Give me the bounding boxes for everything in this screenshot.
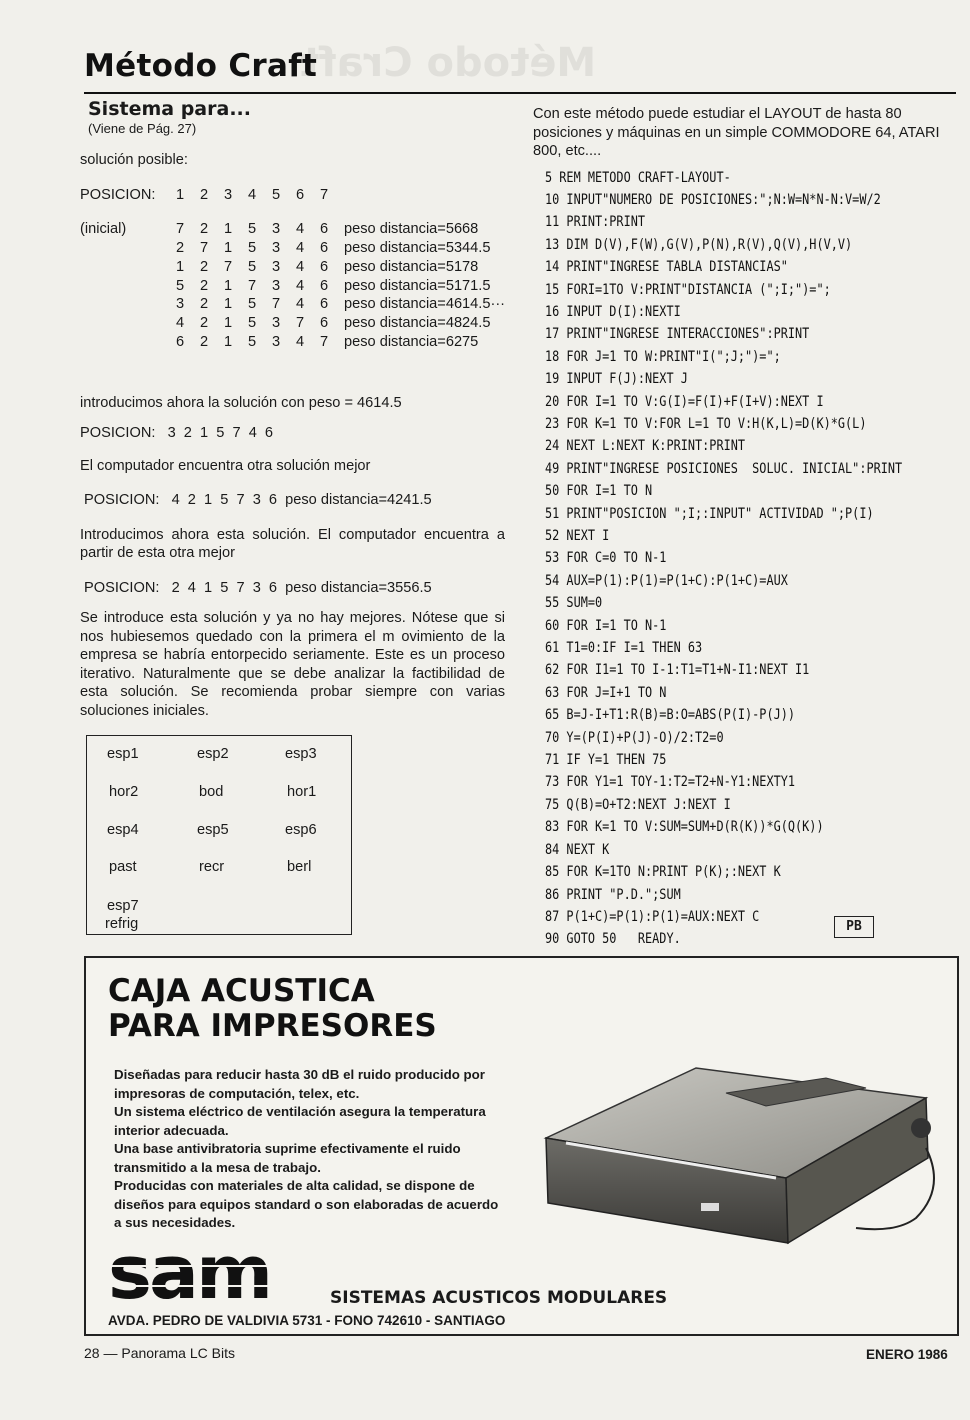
cell: 5 bbox=[248, 221, 257, 238]
cell: 6 bbox=[320, 296, 329, 313]
cell: 1 bbox=[224, 296, 233, 313]
row-label bbox=[80, 295, 176, 314]
code-line: 51 PRINT"POSICION ";I;:INPUT" ACTIVIDAD ";P(I) bbox=[545, 505, 874, 522]
cell: 6 bbox=[320, 240, 329, 257]
permutation-row bbox=[80, 314, 505, 333]
basic-listing bbox=[545, 167, 903, 951]
code-line: 73 FOR Y1=1 TOY-1:T2=T2+N-Y1:NEXTY1 bbox=[545, 774, 796, 791]
cell: 1 bbox=[224, 334, 233, 351]
code-line: 14 PRINT"INGRESE TABLA DISTANCIAS" bbox=[545, 259, 788, 276]
code-line: 11 PRINT:PRINT bbox=[545, 214, 646, 231]
permutation-row bbox=[80, 295, 505, 314]
program-intro: Con este método puede estudiar el LAYOUT de hasta 80 posiciones y máquinas en un simple COMMODORE 64, ATARI 800, etc.... bbox=[533, 106, 940, 159]
logo-stripes bbox=[108, 1246, 318, 1310]
cell: 6 bbox=[320, 258, 329, 275]
code-line: 90 GOTO 50 READY. bbox=[545, 931, 681, 948]
cell: 7 bbox=[272, 296, 281, 313]
code-line: 85 FOR K=1TO N:PRINT P(K);:NEXT K bbox=[545, 864, 781, 881]
ad-headline-line: PARA IMPRESORES bbox=[108, 1008, 437, 1044]
cell: 4 bbox=[296, 277, 305, 294]
cell: 3 bbox=[272, 240, 281, 257]
page-title: Método Craft bbox=[84, 48, 318, 84]
cell: 2 bbox=[200, 296, 209, 313]
code-line: 86 PRINT "P.D.";SUM bbox=[545, 886, 681, 903]
ad-bullet: Una base antivibratoria suprime efectivamente el ruido transmitido a la mesa de trabajo. bbox=[114, 1141, 461, 1175]
cell: 3 bbox=[176, 296, 185, 313]
cell: 5 bbox=[248, 240, 257, 257]
weight-text: peso distancia=5171.5 bbox=[344, 277, 491, 294]
cell: 1 bbox=[176, 258, 185, 275]
code-line: 84 NEXT K bbox=[545, 841, 610, 858]
cell: 1 bbox=[224, 240, 233, 257]
cell: 2 bbox=[200, 334, 209, 351]
layout-cell: past bbox=[109, 859, 137, 875]
code-line: 20 FOR I=1 TO V:G(I)=F(I)+F(I+V):NEXT I bbox=[545, 393, 824, 410]
cell: 4 bbox=[248, 186, 257, 203]
cell: 1 bbox=[224, 315, 233, 332]
page-footer-right: ENERO 1986 bbox=[866, 1347, 948, 1362]
weight-text: peso distancia=4824.5 bbox=[344, 315, 491, 332]
row-label bbox=[80, 314, 176, 333]
cell: 7 bbox=[224, 258, 233, 275]
code-line: 55 SUM=0 bbox=[545, 595, 603, 612]
code-line: 70 Y=(P(I)+P(J)-O)/2:T2=0 bbox=[545, 729, 724, 746]
layout-cell: esp3 bbox=[285, 746, 317, 762]
code-line: 62 FOR I1=1 TO I-1:T1=T1+N-I1:NEXT I1 bbox=[545, 662, 810, 679]
layout-cell: bod bbox=[199, 784, 224, 800]
section-subtitle: Sistema para... bbox=[88, 98, 251, 120]
permutation-row bbox=[80, 277, 505, 296]
cell: 3 bbox=[272, 277, 281, 294]
cell: 5 bbox=[248, 334, 257, 351]
ad-bullet: Producidas con materiales de alta calidad, se dispone de diseños para equipos standard o son elaboradas de acuerdo a sus necesidades. bbox=[114, 1178, 499, 1230]
cell: 5 bbox=[272, 186, 281, 203]
paragraph: Se introduce esta solución y ya no hay mejores. Nótese que si nos hubiesemos quedado con la primera el m ovimiento de la empresa se habría entorpecido seriamente. Este es un proceso iterativo. Naturalmente que se debe analizar la factibilidad de esta solución. Se recomienda probar siempre con varias soluciones iniciales. bbox=[80, 610, 505, 719]
logo-text: sam bbox=[108, 1230, 271, 1316]
permutation-row bbox=[80, 239, 505, 258]
advertisement bbox=[84, 956, 959, 1336]
code-line: 75 Q(B)=O+T2:NEXT J:NEXT I bbox=[545, 796, 731, 813]
cell: 7 bbox=[296, 315, 305, 332]
code-line: 60 FOR I=1 TO N-1 bbox=[545, 617, 667, 634]
title-rule bbox=[84, 92, 956, 94]
layout-diagram bbox=[86, 735, 352, 935]
permutation-row bbox=[80, 333, 505, 352]
cell: 2 bbox=[176, 240, 185, 257]
cell: 4 bbox=[296, 296, 305, 313]
code-line: 65 B=J-I+T1:R(B)=B:O=ABS(P(I)-P(J)) bbox=[545, 707, 796, 724]
row-label: POSICION: bbox=[80, 186, 156, 203]
permutation-row bbox=[80, 258, 505, 277]
pb-badge: PB bbox=[834, 916, 874, 938]
cell: 5 bbox=[176, 277, 185, 294]
code-line: 71 IF Y=1 THEN 75 bbox=[545, 752, 667, 769]
layout-cell: berl bbox=[287, 859, 312, 875]
layout-cell: esp5 bbox=[197, 822, 229, 838]
cell: 6 bbox=[320, 221, 329, 238]
weight-text: peso distancia=5344.5 bbox=[344, 240, 491, 257]
ad-bullet: Un sistema eléctrico de ventilación asegura la temperatura interior adecuada. bbox=[114, 1104, 486, 1138]
cell: 4 bbox=[296, 334, 305, 351]
cell: 7 bbox=[176, 221, 185, 238]
row-label bbox=[80, 258, 176, 277]
code-line: 19 INPUT F(J):NEXT J bbox=[545, 371, 688, 388]
cell: 5 bbox=[248, 296, 257, 313]
cell: 6 bbox=[320, 315, 329, 332]
code-line: 52 NEXT I bbox=[545, 528, 610, 544]
code-line: 54 AUX=P(1):P(1)=P(1+C):P(1+C)=AUX bbox=[545, 572, 788, 589]
cell: 2 bbox=[200, 315, 209, 332]
cell: 4 bbox=[176, 315, 185, 332]
cell: 7 bbox=[320, 186, 329, 203]
layout-cell: recr bbox=[199, 859, 225, 875]
code-line: 10 INPUT"NUMERO DE POSICIONES:";N:W=N*N-N:V=W/2 bbox=[545, 191, 881, 208]
code-line: 13 DIM D(V),F(W),G(V),P(N),R(V),Q(V),H(V,V) bbox=[545, 236, 853, 253]
row-label bbox=[80, 333, 176, 352]
code-line: 15 FORI=1TO V:PRINT"DISTANCIA (";I;")="; bbox=[545, 281, 831, 298]
code-line: 83 FOR K=1 TO V:SUM=SUM+D(R(K))*G(Q(K)) bbox=[545, 819, 824, 836]
cell: 1 bbox=[176, 186, 185, 203]
ad-copy bbox=[114, 1066, 504, 1233]
cell: 6 bbox=[176, 334, 185, 351]
layout-cell: esp7 bbox=[107, 898, 139, 914]
cell: 1 bbox=[224, 277, 233, 294]
paragraph: POSICION: 3 2 1 5 7 4 6 bbox=[80, 425, 274, 442]
permutation-list bbox=[80, 220, 505, 352]
code-line: 16 INPUT D(I):NEXTI bbox=[545, 303, 681, 320]
cell: 3 bbox=[224, 186, 233, 203]
cell: 4 bbox=[296, 258, 305, 275]
cell: 2 bbox=[200, 186, 209, 203]
left-column bbox=[80, 98, 505, 720]
layout-cell: hor1 bbox=[287, 784, 317, 800]
cell: 5 bbox=[248, 315, 257, 332]
cell: 1 bbox=[224, 221, 233, 238]
layout-cell: refrig bbox=[105, 916, 139, 932]
code-line: 87 P(1+C)=P(1):P(1)=AUX:NEXT C bbox=[545, 908, 760, 925]
weight-text: peso distancia=6275 bbox=[344, 334, 479, 351]
row-label bbox=[80, 277, 176, 296]
paragraph: solución posible: bbox=[80, 152, 188, 168]
layout-cell: esp4 bbox=[107, 822, 139, 838]
cell: 4 bbox=[296, 221, 305, 238]
ad-headline bbox=[108, 974, 437, 1044]
cell: 6 bbox=[320, 277, 329, 294]
code-line: 53 FOR C=0 TO N-1 bbox=[545, 550, 667, 567]
row-label bbox=[80, 239, 176, 258]
ad-headline-line: CAJA ACUSTICA bbox=[108, 973, 375, 1009]
cell: 7 bbox=[200, 240, 209, 257]
paragraph: Introducimos ahora esta solución. El computador encuentra a partir de esta otra mejor bbox=[80, 526, 505, 562]
cell: 3 bbox=[272, 258, 281, 275]
posicion-row bbox=[80, 186, 505, 205]
code-line: 24 NEXT L:NEXT K:PRINT:PRINT bbox=[545, 438, 746, 455]
bleed-through-text: Método Craft bbox=[300, 40, 597, 86]
code-line: 50 FOR I=1 TO N bbox=[545, 483, 653, 500]
weight-text: peso distancia=5178 bbox=[344, 258, 479, 275]
cell: 2 bbox=[200, 221, 209, 238]
cell: 2 bbox=[200, 277, 209, 294]
cell: 7 bbox=[248, 277, 257, 294]
layout-cell: esp6 bbox=[285, 822, 317, 838]
cell: 3 bbox=[272, 334, 281, 351]
code-line: 18 FOR J=1 TO W:PRINT"I(";J;")="; bbox=[545, 348, 781, 365]
paragraph: El computador encuentra otra solución mejor bbox=[80, 457, 371, 474]
cell: 6 bbox=[296, 186, 305, 203]
ad-bullet: Diseñadas para reducir hasta 30 dB el ruido producido por impresoras de computación, telex, etc. bbox=[114, 1067, 485, 1101]
continued-note: (Viene de Pág. 27) bbox=[88, 121, 197, 136]
code-line: 17 PRINT"INGRESE INTERACCIONES":PRINT bbox=[545, 326, 810, 343]
ad-address: AVDA. PEDRO DE VALDIVIA 5731 - FONO 742610 - SANTIAGO bbox=[108, 1313, 506, 1328]
paragraph: POSICION: 4 2 1 5 7 3 6 peso distancia=4241.5 bbox=[84, 492, 432, 509]
permutation-row bbox=[80, 220, 505, 239]
row-label: (inicial) bbox=[80, 221, 127, 238]
weight-text: peso distancia=4614.5··· bbox=[344, 296, 506, 313]
page-footer-left: 28 — Panorama LC Bits bbox=[84, 1345, 235, 1361]
code-line: 63 FOR J=I+1 TO N bbox=[545, 684, 667, 701]
cell: 7 bbox=[320, 334, 329, 351]
code-line: 49 PRINT"INGRESE POSICIONES SOLUC. INICIAL":PRINT bbox=[545, 460, 903, 477]
right-column bbox=[533, 105, 958, 951]
printer-enclosure-image bbox=[526, 1018, 956, 1248]
paragraph: introducimos ahora la solución con peso = 4614.5 bbox=[80, 394, 402, 411]
cell: 5 bbox=[248, 258, 257, 275]
weight-text: peso distancia=5668 bbox=[344, 221, 479, 238]
cell: 2 bbox=[200, 258, 209, 275]
layout-cell: hor2 bbox=[109, 784, 139, 800]
cell: 3 bbox=[272, 221, 281, 238]
layout-cell: esp1 bbox=[107, 746, 139, 762]
layout-cell: esp2 bbox=[197, 746, 229, 762]
code-line: 61 T1=0:IF I=1 THEN 63 bbox=[545, 640, 703, 657]
ad-tagline: SISTEMAS ACUSTICOS MODULARES bbox=[330, 1288, 668, 1308]
code-line: 23 FOR K=1 TO V:FOR L=1 TO V:H(K,L)=D(K)*G(L) bbox=[545, 415, 867, 432]
paragraph: POSICION: 2 4 1 5 7 3 6 peso distancia=3556.5 bbox=[84, 579, 432, 596]
cell: 3 bbox=[272, 315, 281, 332]
code-line: 5 REM METODO CRAFT-LAYOUT- bbox=[545, 169, 731, 186]
cell: 4 bbox=[296, 240, 305, 257]
